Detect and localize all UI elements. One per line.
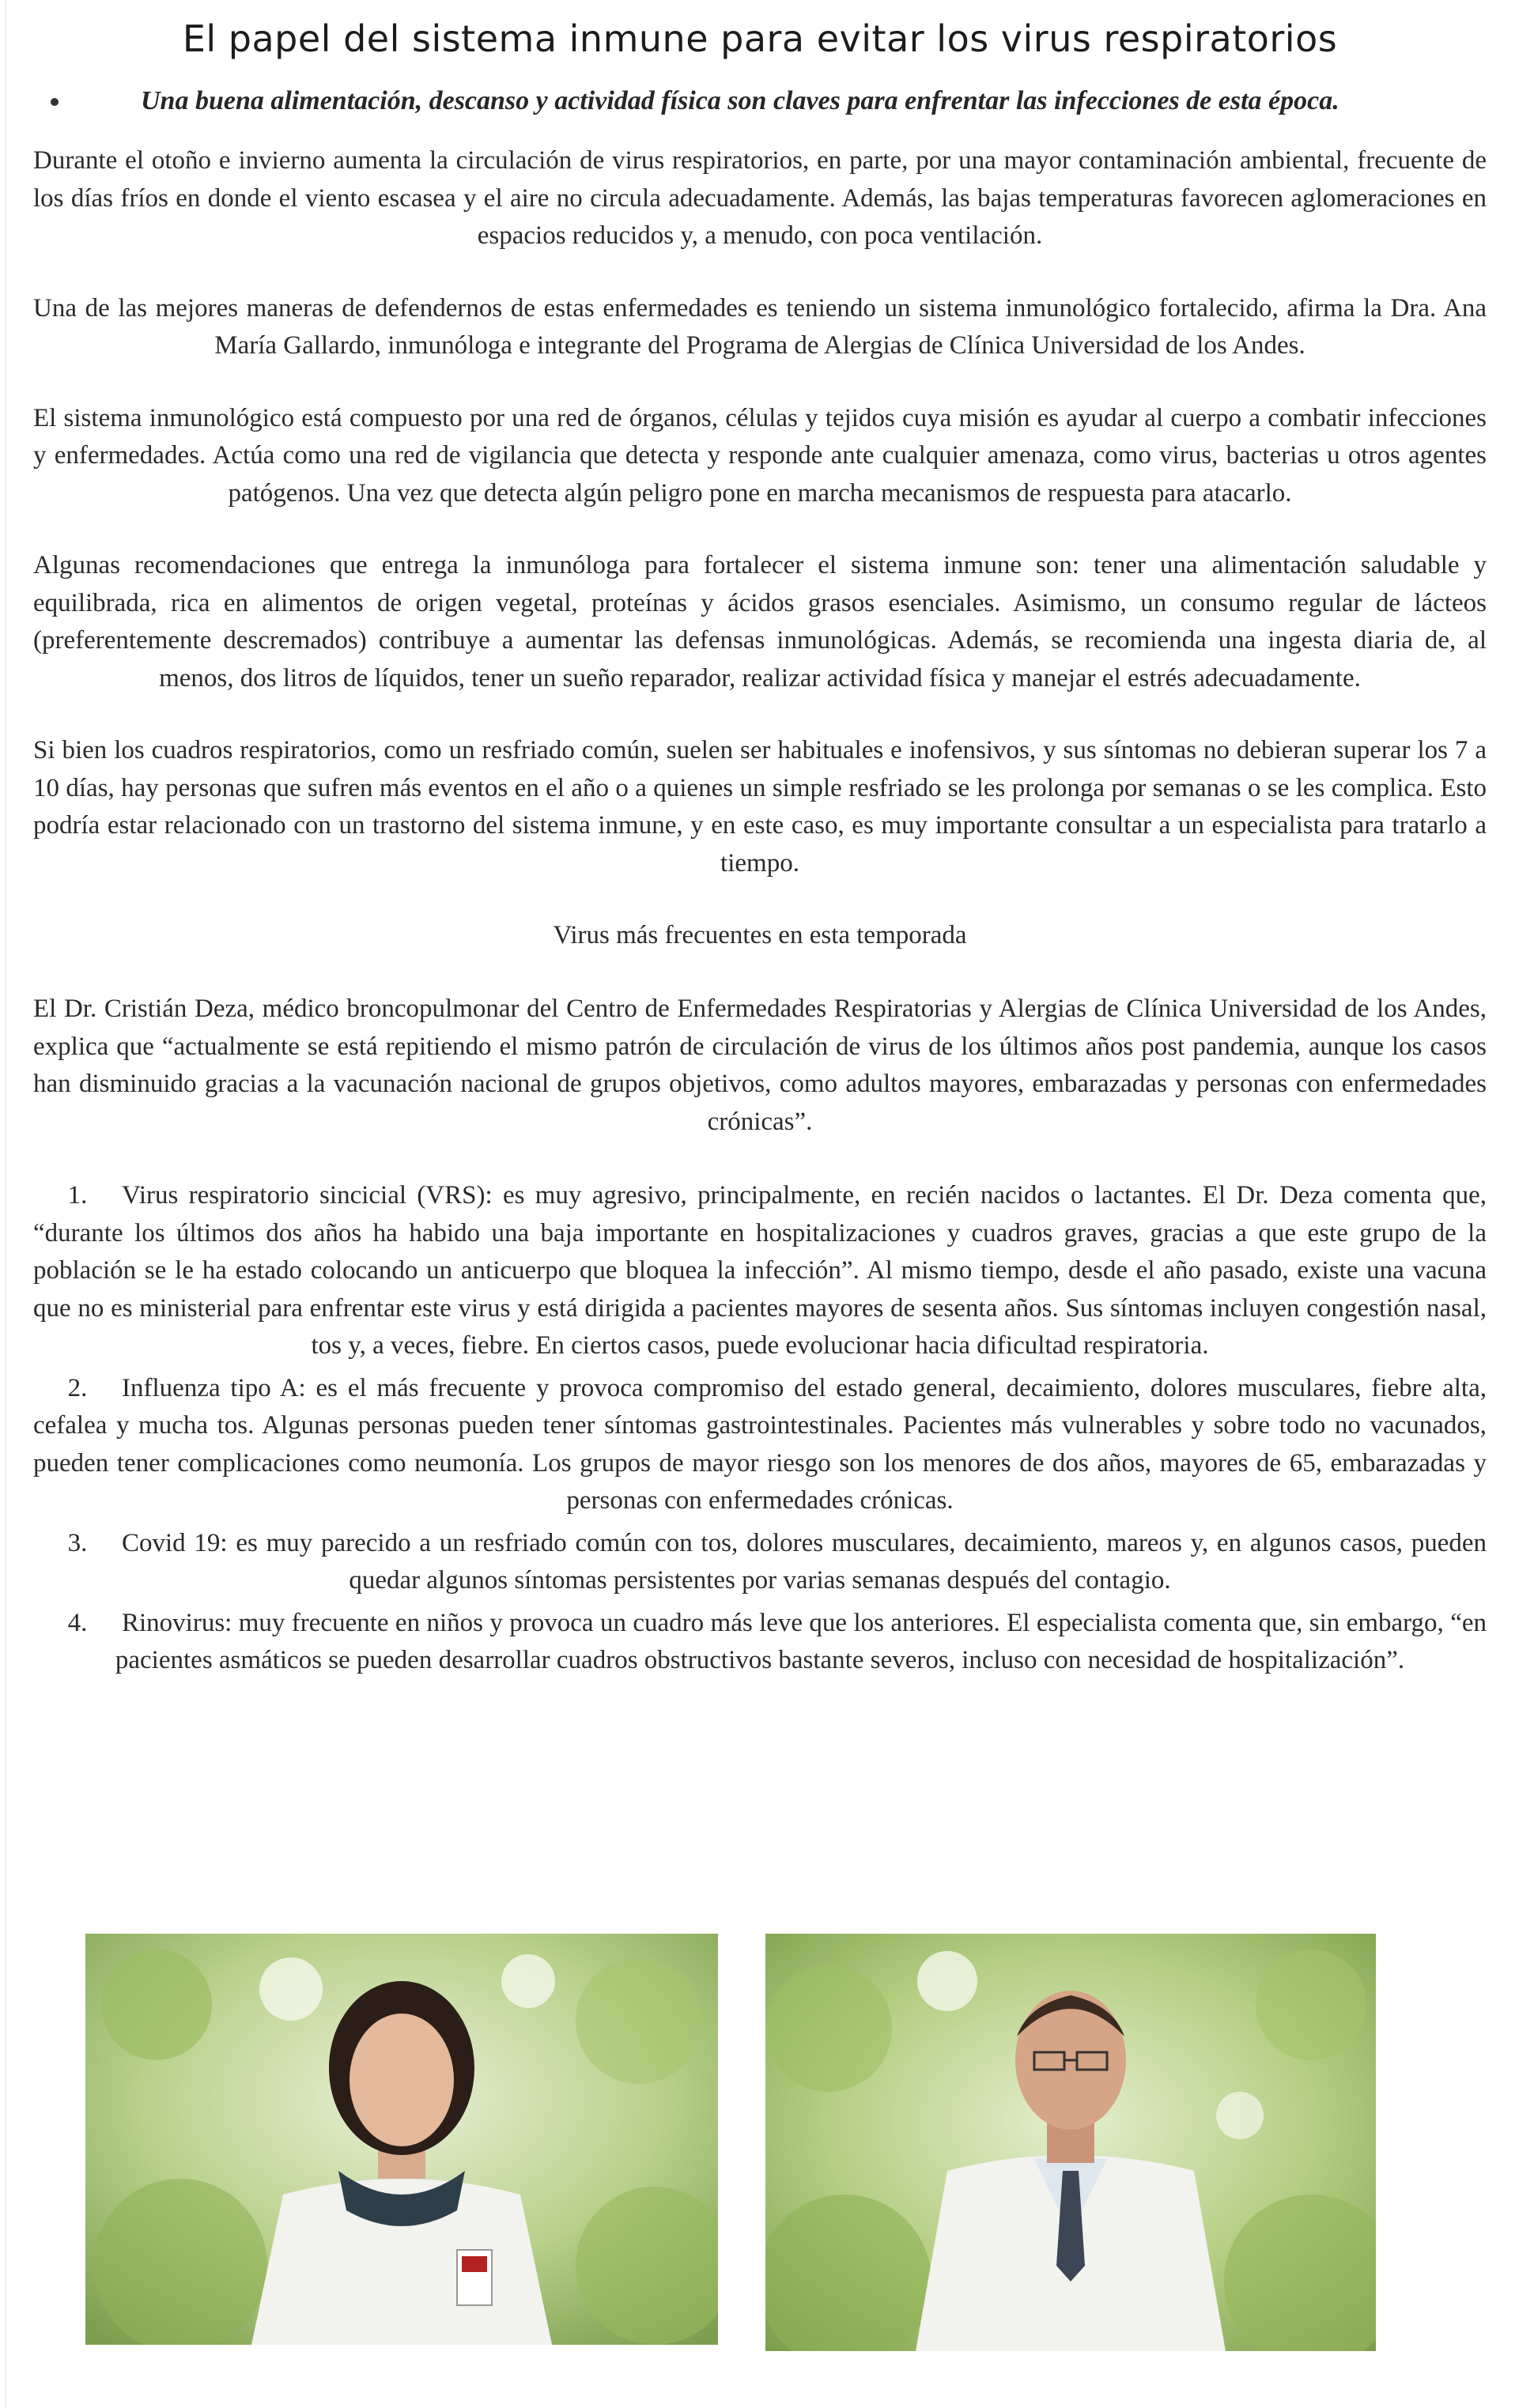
list-item-number: 4. <box>67 1608 88 1637</box>
paragraph-3: El sistema inmunológico está compuesto por una red de órganos, células y tejidos cuya misión es ayudar al cuerpo a combatir infecciones y enfermedades. Actúa como una red de vigilancia que detecta y responde ante cualquier amenaza, como virus, bacterias u otros agentes patógenos. Una vez que detecta algún peligro pone en marcha mecanismos de respuesta para atacarlo. <box>33 403 1487 508</box>
list-item-text: Influenza tipo A: es el más frecuente y provoca compromiso del estado general, decaimiento, dolores musculares, fiebre alta, cefalea y mucha tos. Algunas personas pueden tener síntomas gastrointestinales. Pacientes más vulnerables y sobre todo no vacunados, pueden tener complicaciones como neumonía. Los grupos de mayor riesgo son los menores de dos años, mayores de 65, embarazadas y personas con enfermedades crónicas. <box>33 1373 1487 1515</box>
paragraph-1: Durante el otoño e invierno aumenta la circulación de virus respiratorios, en parte, por una mayor contaminación ambiental, frecuente de los días fríos en donde el viento escasea y el aire no circula adecuadamente. Además, las bajas temperaturas favorecen aglomeraciones en espacios reducidos y, a menudo, con poca ventilación. <box>33 146 1487 250</box>
portrait-illustration <box>765 1934 1376 2351</box>
list-item-number: 3. <box>67 1528 88 1557</box>
list-item-number: 2. <box>67 1373 88 1402</box>
bullet-icon <box>51 98 59 106</box>
section-heading: Virus más frecuentes en esta temporada <box>553 921 967 949</box>
virus-list <box>33 1177 1487 1680</box>
paragraph-4: Algunas recomendaciones que entrega la inmunóloga para fortalecer el sistema inmune son: tener una alimentación saludable y equilibrada, rica en alimentos de origen vegetal, proteínas y ácidos grasos esenciales. Asimismo, un consumo regular de lácteos (preferentemente descremados) contribuye a aumentar las defensas inmunológicas. Además, se recomienda una ingesta diaria de, al menos, dos litros de líquidos, tener un sueño reparador, realizar actividad física y manejar el estrés adecuadamente. <box>33 551 1487 693</box>
subtitle-text: Una buena alimentación, descanso y actividad física son claves para enfrentar las infecciones de esta época. <box>141 86 1339 115</box>
photo-female-doctor <box>85 1934 718 2345</box>
list-item-text: Virus respiratorio sincicial (VRS): es muy agresivo, principalmente, en recién nacidos o lactantes. El Dr. Deza comenta que, “durante los últimos dos años ha habido una baja importante en hospitalizaciones y cuadros graves, gracias a que este grupo de la población se le ha estado colocando un anticuerpo que bloquea la infección”. Al mismo tiempo, desde el año pasado, existe una vacuna que no es ministerial para enfrentar este virus y está dirigida a pacientes mayores de sesenta años. Sus síntomas incluyen congestión nasal, tos y, a veces, fiebre. En ciertos casos, puede evolucionar hacia dificultad respiratoria. <box>33 1181 1487 1360</box>
list-item-number: 1. <box>67 1181 88 1210</box>
photo-male-doctor <box>765 1934 1376 2351</box>
paragraph-2: Una de las mejores maneras de defendernos de estas enfermedades es teniendo un sistema inmunológico fortalecido, afirma la Dra. Ana María Gallardo, inmunóloga e integrante del Programa de Alergias de Clínica Universidad de los Andes. <box>33 293 1487 360</box>
portrait-illustration <box>85 1934 718 2345</box>
list-item-text: Rinovirus: muy frecuente en niños y provoca un cuadro más leve que los anteriores. El especialista comenta que, sin embargo, “en pacientes asmáticos se pueden desarrollar cuadros obstructivos bastante severos, incluso con necesidad de hospitalización”. <box>115 1608 1487 1674</box>
photo-row <box>0 1934 1534 2345</box>
list-item <box>33 1605 1487 1680</box>
article-subtitle <box>33 84 1487 119</box>
list-item <box>33 1177 1487 1365</box>
paragraph-5: Si bien los cuadros respiratorios, como un resfriado común, suelen ser habituales e inofensivos, y sus síntomas no debieran superar los 7 a 10 días, hay personas que sufren más eventos en el año o a quienes un simple resfriado se les prolonga por semanas o se les complica. Esto podría estar relacionado con un trastorno del sistema inmune, y en este caso, es muy importante consultar a un especialista para tratarlo a tiempo. <box>33 736 1487 878</box>
article-title: El papel del sistema inmune para evitar los virus respiratorios <box>182 17 1338 60</box>
list-item-text: Covid 19: es muy parecido a un resfriado común con tos, dolores musculares, decaimiento, mareos y, en algunos casos, pueden quedar algunos síntomas persistentes por varias semanas después del contagio. <box>122 1528 1487 1595</box>
list-item <box>33 1370 1487 1520</box>
list-item <box>33 1525 1487 1600</box>
section-paragraph: El Dr. Cristián Deza, médico broncopulmonar del Centro de Enfermedades Respiratorias y Alergias de Clínica Universidad de los Andes, explica que “actualmente se está repitiendo el mismo patrón de circulación de virus de los últimos años post pandemia, aunque los casos han disminuido gracias a la vacunación nacional de grupos objetivos, como adultos mayores, embarazadas y personas con enfermedades crónicas”. <box>33 995 1487 1136</box>
